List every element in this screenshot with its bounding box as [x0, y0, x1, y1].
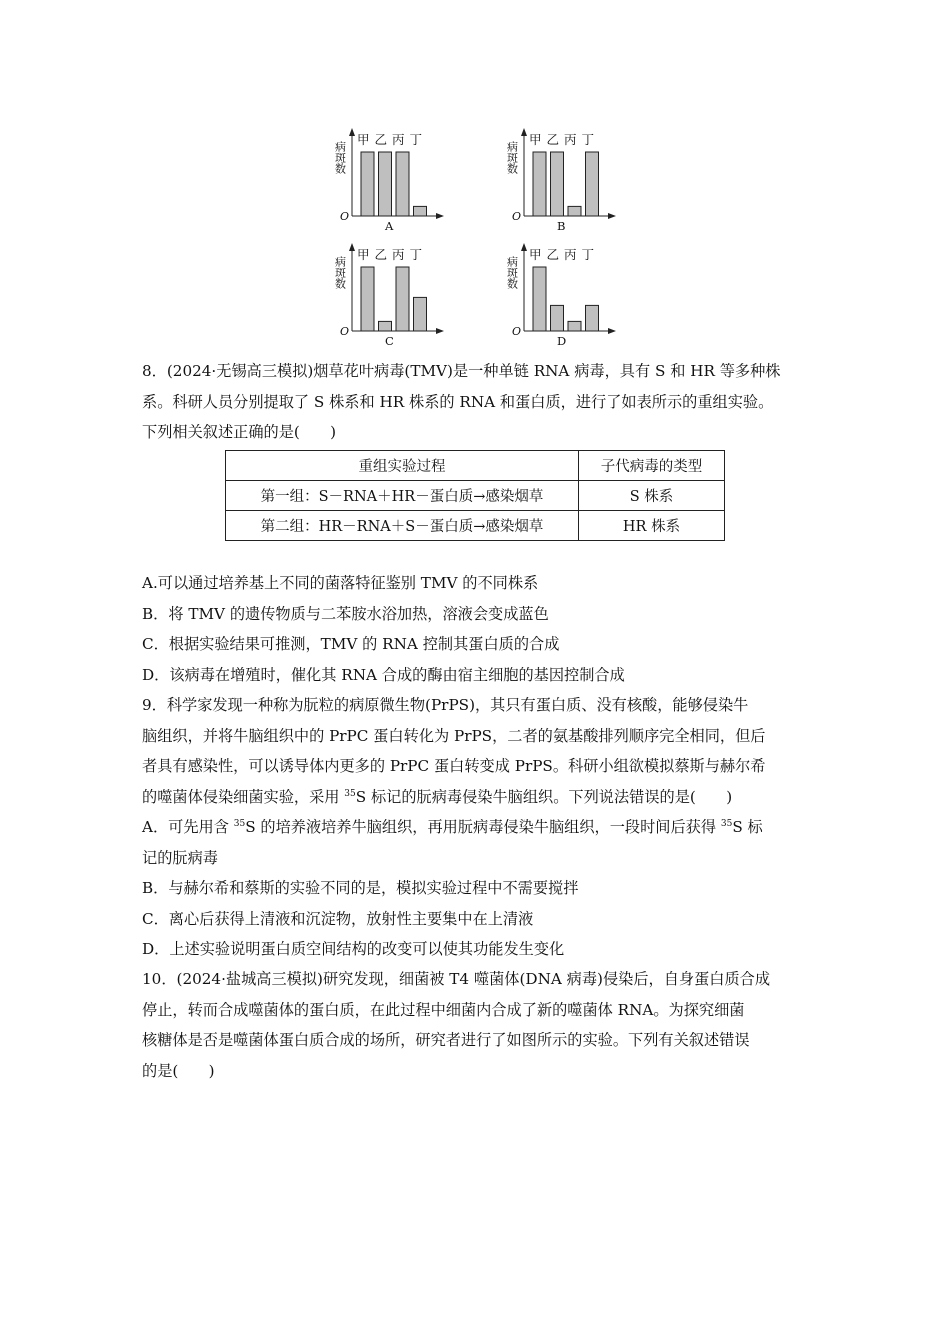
question-9-stem-line: 9．科学家发现一种称为朊粒的病原微生物(PrPS)，其只有蛋白质、没有核酸，能够侵染牛: [142, 696, 749, 714]
question-8-stem-line: 系。科研人员分别提取了 S 株系和 HR 株系的 RNA 和蛋白质，进行了如表所示的重组实验。: [142, 392, 774, 411]
figure-bar-charts: [330, 128, 630, 350]
question-9-stem-line: 脑组织，并将牛脑组织中的 PrPC 蛋白转化为 PrPS，二者的氨基酸排列顺序完全相同，但后: [142, 726, 766, 745]
bar: [568, 321, 581, 331]
bar: [586, 305, 599, 331]
group-label: 甲: [357, 247, 370, 262]
option-a[interactable]: [142, 812, 814, 843]
group-label: 乙: [374, 247, 388, 262]
option-d[interactable]: D．该病毒在增殖时，催化其 RNA 合成的酶由宿主细胞的基因控制合成: [142, 665, 625, 684]
option-a-continued: 记的朊病毒: [142, 848, 218, 867]
group-label: 丁: [409, 132, 423, 147]
option-c[interactable]: C．根据实验结果可推测，TMV 的 RNA 控制其蛋白质的合成: [142, 635, 560, 653]
option-b[interactable]: B．与赫尔希和蔡斯的实验不同的是，模拟实验过程中不需要搅拌: [142, 879, 579, 897]
bar: [533, 267, 546, 331]
text-run: A．可先用含: [142, 818, 234, 836]
bar: [568, 206, 581, 216]
option-c[interactable]: C．离心后获得上清液和沉淀物，放射性主要集中在上清液: [142, 909, 534, 928]
y-axis-label: 病斑数: [333, 256, 347, 289]
group-label: 丙: [392, 132, 405, 147]
y-axis-arrow-icon: [349, 128, 355, 136]
question-10-stem-line: 10．(2024·盐城高三模拟)研究发现，细菌被 T4 噬菌体(DNA 病毒)侵染后，自身蛋白质合成: [142, 970, 771, 988]
x-axis-arrow-icon: [436, 213, 444, 219]
group-label: 甲: [529, 247, 542, 262]
table-cell: 第一组：S－RNA＋HR－蛋白质→感染烟草: [226, 481, 579, 511]
text-run: 的噬菌体侵染细菌实验，采用: [142, 787, 345, 806]
table-header: 子代病毒的类型: [579, 451, 725, 481]
group-label: 丁: [409, 247, 423, 262]
bar: [361, 152, 374, 216]
question-8-stem: [142, 356, 814, 448]
question-8-options: [142, 568, 814, 690]
bar: [551, 305, 564, 331]
x-axis-arrow-icon: [436, 328, 444, 334]
y-axis-label: 病斑数: [333, 141, 347, 174]
bar: [551, 152, 564, 216]
question-8-stem-line: 下列相关叙述正确的是( ): [142, 423, 337, 441]
x-axis-arrow-icon: [608, 213, 616, 219]
text-run: S 的培养液培养牛脑组织，再用朊病毒侵染牛脑组织，一段时间后获得: [245, 818, 721, 836]
question-9: [142, 690, 814, 965]
question-10-stem-line: 核糖体是否是噬菌体蛋白质合成的场所，研究者进行了如图所示的实验。下列有关叙述错误: [142, 1031, 750, 1049]
text-run: S 标记的朊病毒侵染牛脑组织。下列说法错误的是( ): [355, 787, 733, 806]
panel-label: B: [557, 219, 566, 233]
group-label: 甲: [357, 132, 370, 147]
y-axis-label: 病斑数: [505, 256, 519, 289]
group-label: 乙: [546, 247, 560, 262]
question-9-stem-line: [142, 782, 814, 813]
bar: [414, 297, 427, 331]
question-10-stem-line: 的是( ): [142, 1061, 215, 1080]
bar-charts-svg: [330, 128, 630, 350]
group-label: 丙: [392, 247, 405, 262]
origin-label: O: [512, 210, 522, 223]
question-9-stem-line: 者具有感染性，可以诱导体内更多的 PrPC 蛋白转变成 PrPS。科研小组欲模拟蔡斯与赫尔希: [142, 757, 766, 775]
y-axis-label: 病斑数: [505, 141, 519, 174]
origin-label: O: [512, 325, 522, 338]
y-axis-arrow-icon: [521, 128, 527, 136]
group-label: 乙: [546, 132, 560, 147]
option-a[interactable]: A.可以通过培养基上不同的菌落特征鉴别 TMV 的不同株系: [142, 574, 539, 592]
y-axis-arrow-icon: [349, 243, 355, 251]
bar: [586, 152, 599, 216]
table-header-row: [226, 451, 725, 481]
bar: [414, 206, 427, 216]
bar: [396, 152, 409, 216]
group-label: 丁: [581, 247, 595, 262]
group-label: 乙: [374, 132, 388, 147]
group-label: 丙: [564, 247, 577, 262]
group-label: 丁: [581, 132, 595, 147]
table-cell: HR 株系: [579, 511, 725, 541]
group-label: 丙: [564, 132, 577, 147]
origin-label: O: [340, 325, 350, 338]
bar: [379, 321, 392, 331]
text-run: S 标: [732, 818, 763, 836]
bar: [533, 152, 546, 216]
y-axis-arrow-icon: [521, 243, 527, 251]
panel-label: C: [385, 334, 394, 348]
x-axis-arrow-icon: [608, 328, 616, 334]
table-header: 重组实验过程: [226, 451, 579, 481]
table-row: [226, 511, 725, 541]
question-10-stem-line: 停止，转而合成噬菌体的蛋白质，在此过程中细菌内合成了新的噬菌体 RNA。为探究细菌: [142, 1000, 745, 1019]
bar: [379, 152, 392, 216]
group-label: 甲: [529, 132, 542, 147]
table-cell: 第二组：HR－RNA＋S－蛋白质→感染烟草: [226, 511, 579, 541]
recombination-table: [225, 450, 725, 541]
option-d[interactable]: D．上述实验说明蛋白质空间结构的改变可以使其功能发生变化: [142, 940, 565, 958]
panel-label: A: [385, 219, 394, 233]
isotope-superscript: 35: [233, 819, 246, 829]
option-b[interactable]: B．将 TMV 的遗传物质与二苯胺水浴加热，溶液会变成蓝色: [142, 604, 549, 623]
origin-label: O: [340, 210, 350, 223]
bar: [361, 267, 374, 331]
question-8-stem-line: 8．(2024·无锡高三模拟)烟草花叶病毒(TMV)是一种单链 RNA 病毒，具有 S 和 HR 等多种株: [142, 362, 781, 380]
table-cell: S 株系: [579, 481, 725, 511]
isotope-superscript: 35: [720, 819, 733, 829]
panel-label: D: [557, 334, 567, 348]
question-10-stem: [142, 964, 814, 1086]
bar: [396, 267, 409, 331]
isotope-superscript: 35: [344, 788, 356, 799]
table-row: [226, 481, 725, 511]
